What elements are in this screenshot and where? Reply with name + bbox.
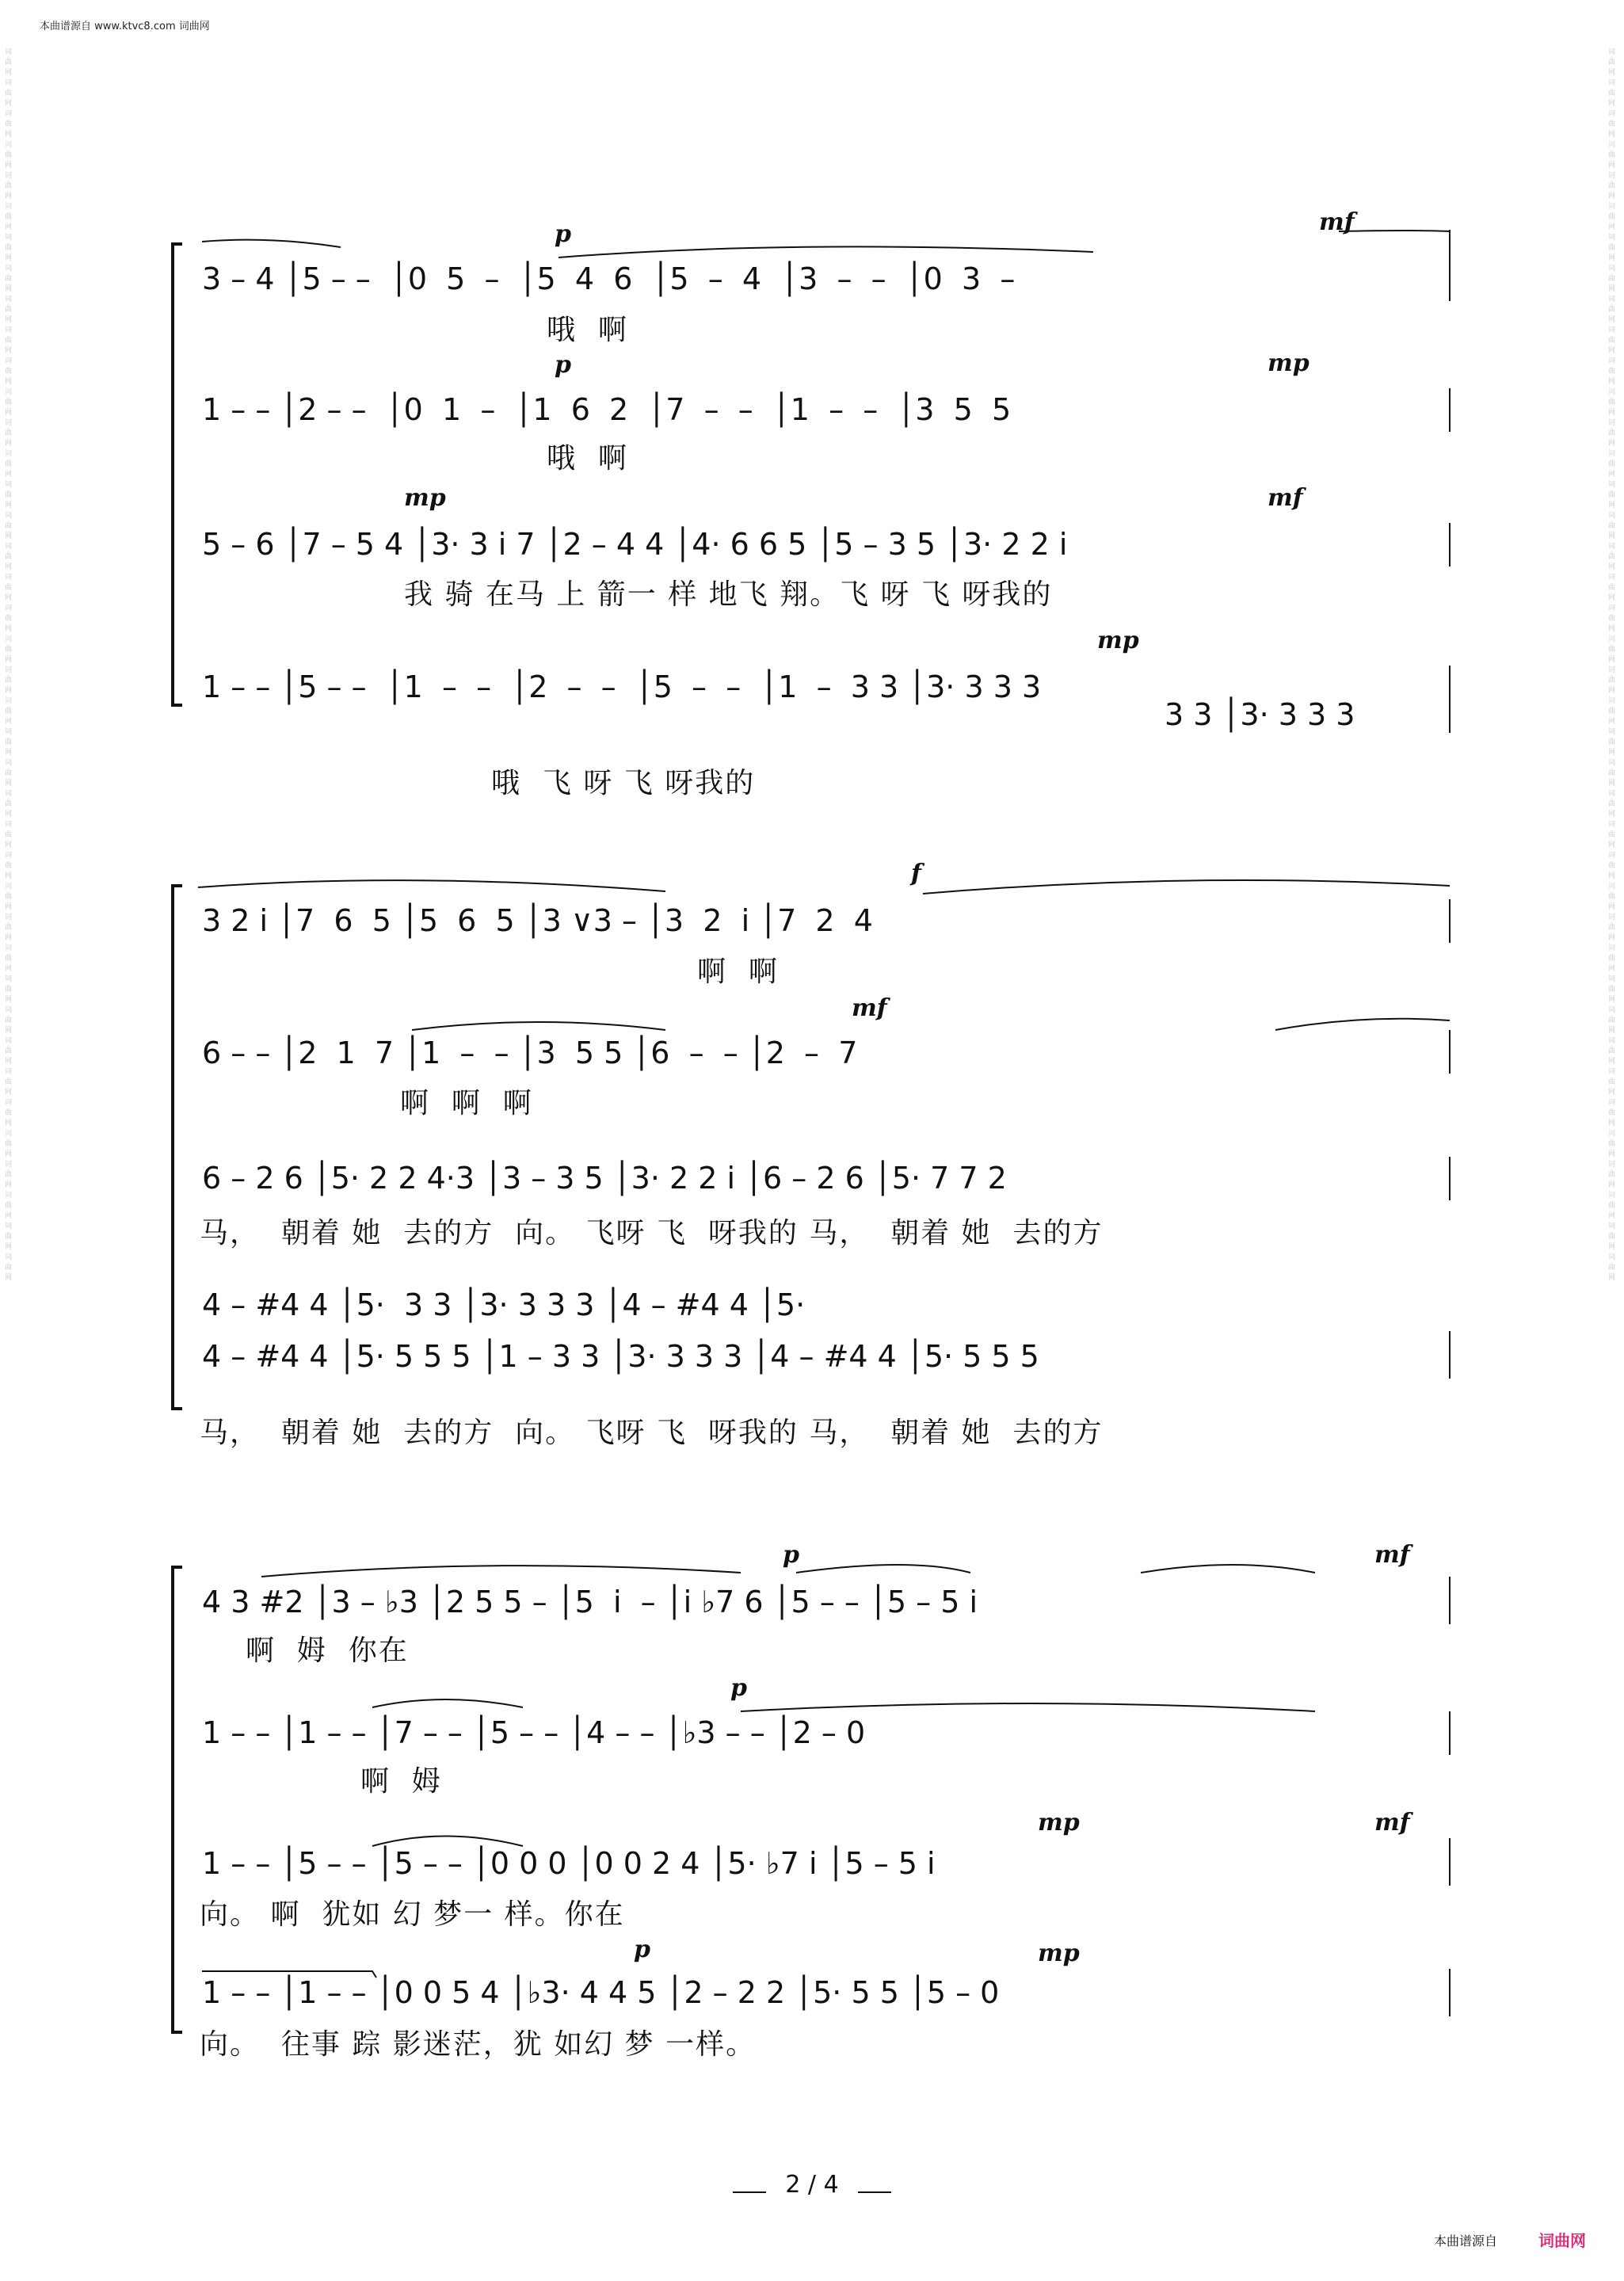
staff-4-lyrics: 马， 朝着 她 去的方 向。 飞呀 飞 呀我的 马， 朝着 她 去的方 [200,1417,1104,1449]
dynamic-mark: mp [1097,627,1139,654]
staff-3-lyrics: 向。 啊 犹如 幻 梦一 样。你在 [200,1898,625,1931]
staff-4-lyrics: 向。 往事 踪 影迷茫，犹 如幻 梦 一样。 [200,2028,757,2061]
system-bracket [173,886,182,1409]
staff-3-notes: 6 – 2 6 │5· 2 2 4·3 │3 – 3 5 │3· 2 2 i │6 – 2 6 │5· 7 7 2 [202,1161,1007,1196]
dynamic-mark: mf [1268,484,1303,512]
dynamic-mark: f [911,860,921,887]
staff-2-lyrics: 啊 姆 [360,1765,442,1798]
brand-logo[interactable]: 词曲网 [1538,2231,1586,2250]
staff-3-lyrics: 我 骑 在马 上 箭一 样 地飞 翔。飞 呀 飞 呀我的 [404,578,1053,611]
staff-2-lyrics: 哦 啊 [547,442,628,475]
staff-1-lyrics: 哦 啊 [547,314,628,346]
sidebar-watermark-right: 词曲网词曲网词曲网词曲网词曲网词曲网词曲网词曲网词曲网词曲网词曲网词曲网词曲网词曲网词曲网词曲网词曲网词曲网词曲网词曲网词曲网词曲网词曲网词曲网词曲网词曲网词曲网词曲网词曲网词曲网词曲网词曲网词曲网词曲网词曲网词曲网词曲网词曲网词曲网词曲网 [1608,48,1616,1282]
source-header: 本曲谱源自 www.ktvc8.com 词曲网 [40,21,210,32]
dynamic-mark: p [783,1541,799,1569]
system-bracket [173,1567,182,2032]
staff-3-notes: 1 – – │5 – – │5 – – │0 0 0 │0 0 2 4 │5· ♭7 i │5 – 5 i [202,1846,936,1881]
staff-1-lyrics: 啊 啊 [697,956,779,988]
staff-2-lyrics: 啊 啊 啊 [400,1087,533,1120]
dynamic-mark: p [634,1936,650,1963]
source-label: 本曲谱源自 [1433,2233,1497,2249]
staff-4-notes-lower: 4 – #4 4 │5· 5 5 5 │1 – 3 3 │3· 3 3 3 │4 – #4 4 │5· 5 5 5 [202,1339,1039,1374]
dynamic-mark: p [555,220,571,248]
system-3 [173,1541,1450,2061]
staff-4-notes: 4 – #4 4 │5· 3 3 │3· 3 3 3 │4 – #4 4 │5· [202,1287,806,1322]
dynamic-mark: mf [1374,1809,1410,1837]
staff-2-notes: 1 – – │1 – – │7 – – │5 – – │4 – – │♭3 – – │2 – 0 [202,1715,866,1750]
staff-1-lyrics: 啊 姆 你在 [246,1634,409,1667]
staff-2-notes: 1 – – │2 – – │0 1 – │1 6 2 │7 – – │1 – – │3 5 5 [202,392,1012,427]
staff-4-notes: 1 – – │1 – – │0 0 5 4 │♭3· 4 4 5 │2 – 2 2 │5· 5 5 │5 – 0 [202,1975,1000,2010]
dynamic-mark: mf [1374,1541,1410,1569]
staff-4-lyrics: 哦 飞 呀 飞 呀我的 [491,767,756,799]
staff-4-notes: 1 – – │5 – – │1 – – │2 – – │5 – – │1 – 3 3 │3· 3 3 3 [202,669,1042,704]
system-1 [173,208,1450,799]
dynamic-mark: mp [1038,1940,1080,1967]
dynamic-mark: mf [1319,208,1355,236]
staff-1-notes: 3 – 4 │5 – – │0 5 – │5 4 6 │5 – 4 │3 – – │0 3 – [202,261,1016,296]
system-bracket [173,244,182,705]
dynamic-mark: mp [404,484,446,512]
staff-1-notes: 4 3 #2 │3 – ♭3 │2 5 5 – │5 i – │i ♭7 6 │5 – – │5 – 5 i [202,1585,978,1619]
staff-1-notes: 3 2 i │7 6 5 │5 6 5 │3 ∨3 – │3 2 i │7 2 4 [202,903,873,938]
staff-3-lyrics: 马， 朝着 她 去的方 向。 飞呀 飞 呀我的 马， 朝着 她 去的方 [200,1217,1104,1249]
dynamic-mark: mf [852,994,887,1022]
dynamic-mark: p [555,351,571,379]
dynamic-mark: mp [1268,349,1309,377]
dynamic-mark: mp [1038,1809,1080,1837]
sidebar-watermark-left: 词曲网词曲网词曲网词曲网词曲网词曲网词曲网词曲网词曲网词曲网词曲网词曲网词曲网词曲网词曲网词曲网词曲网词曲网词曲网词曲网词曲网词曲网词曲网词曲网词曲网词曲网词曲网词曲网词曲网词曲网词曲网词曲网词曲网词曲网词曲网词曲网词曲网词曲网词曲网词曲网 [5,48,13,1282]
page-number: 2 / 4 [0,2171,1624,2199]
staff-4-notes-lower: 3 3 │3· 3 3 3 [1165,697,1355,732]
system-2 [173,860,1450,1449]
staff-2-notes: 6 – – │2 1 7 │1 – – │3 5 5 │6 – – │2 – 7 [202,1036,858,1070]
dynamic-mark: p [730,1674,747,1702]
staff-3-notes: 5 – 6 │7 – 5 4 │3· 3 i 7 │2 – 4 4 │4· 6 6 5 │5 – 3 5 │3· 2 2 i [202,527,1068,562]
